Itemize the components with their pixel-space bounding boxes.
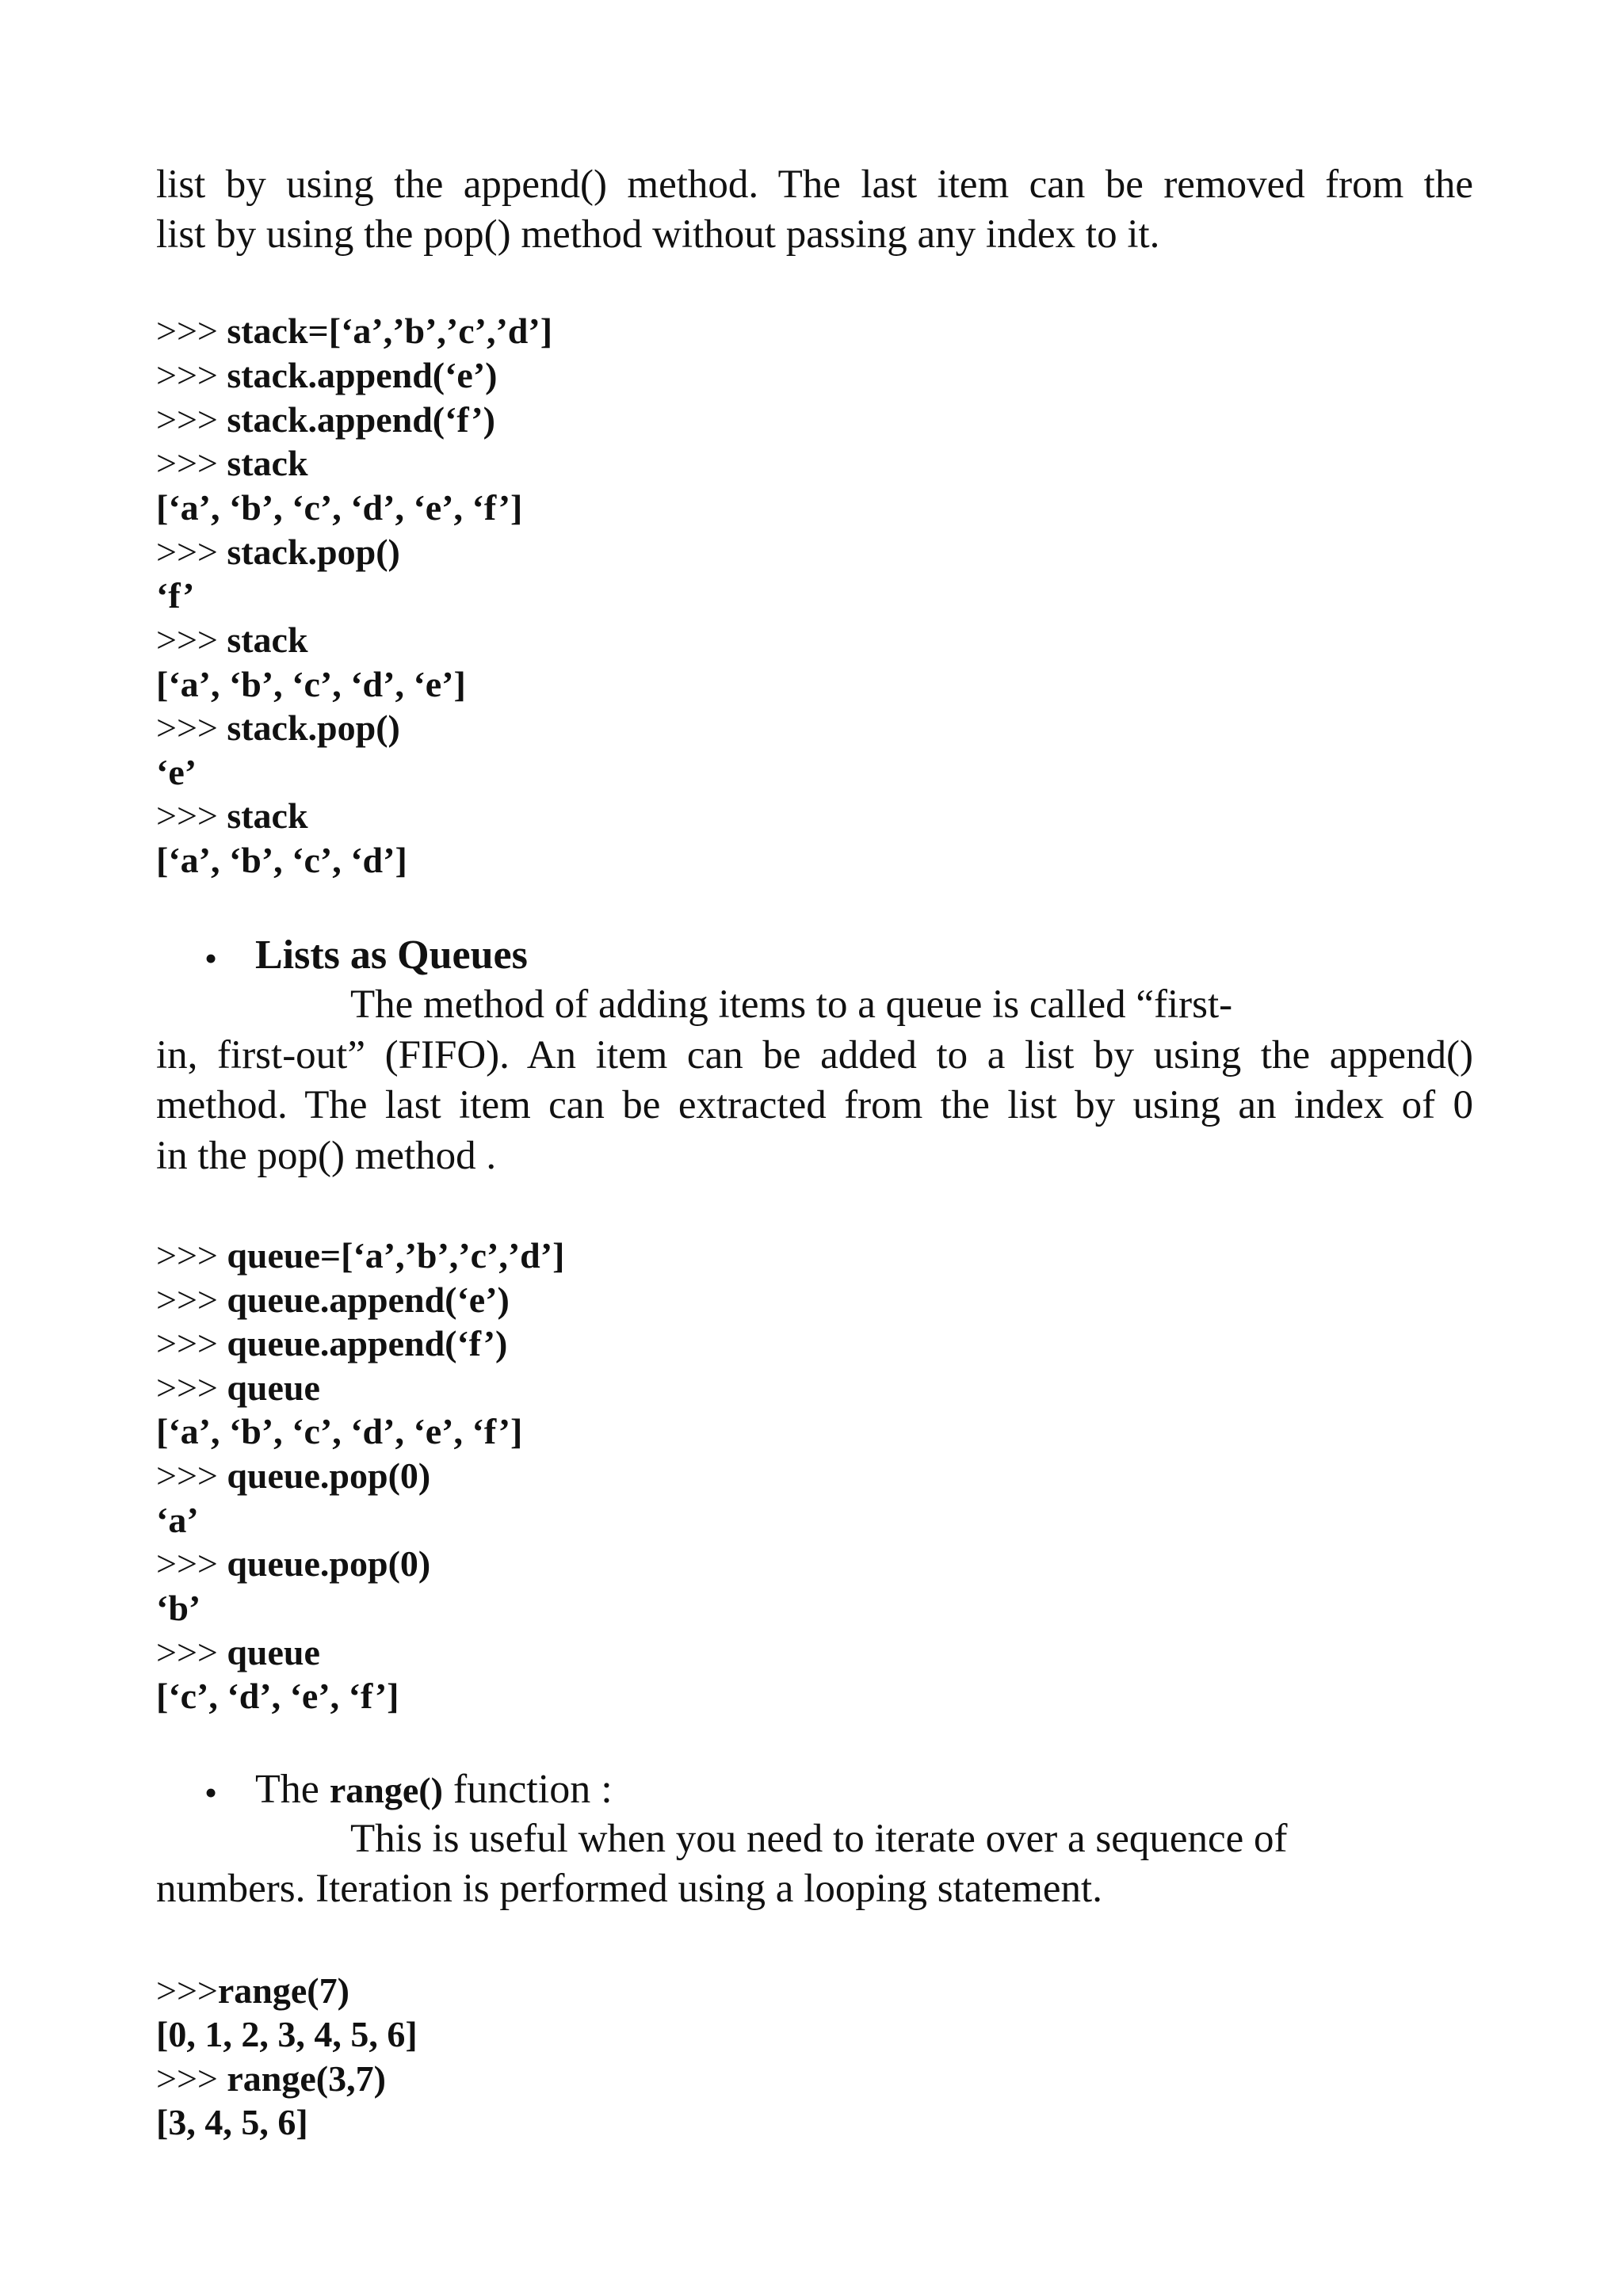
- range-line-1: This is useful when you need to iterate over a sequence of: [350, 1817, 1288, 1861]
- code-line: [156, 445, 308, 482]
- code-output: [‘c’, ‘d’, ‘e’, ‘f’]: [156, 1676, 399, 1716]
- command: stack.pop(): [227, 707, 400, 748]
- command: stack: [227, 795, 308, 836]
- command: queue.pop(0): [227, 1543, 431, 1584]
- prompt: >>>: [156, 443, 227, 483]
- code-line: [156, 1235, 565, 1276]
- code-line: [156, 1455, 431, 1496]
- prompt: >>>: [156, 355, 227, 395]
- code-output: ‘f’: [156, 575, 195, 616]
- code-line: [156, 357, 498, 394]
- intro-line-1: list by using the append() method. The last item can be removed from the: [156, 162, 1473, 207]
- prompt: >>>: [156, 532, 227, 572]
- prompt: >>>: [156, 1235, 227, 1276]
- intro-line-2: list by using the pop() method without passing any index to it.: [156, 212, 1160, 257]
- queues-line-4: in the pop() method .: [156, 1134, 497, 1178]
- prompt: >>>: [156, 1323, 227, 1363]
- command: stack=[‘a’,’b’,’c’,’d’]: [227, 311, 553, 351]
- code-line: [156, 1543, 431, 1584]
- command: queue=[‘a’,’b’,’c’,’d’]: [227, 1235, 565, 1276]
- command: stack: [227, 443, 308, 483]
- prompt: >>>: [156, 2058, 227, 2099]
- code-output: [‘a’, ‘b’, ‘c’, ‘d’, ‘e’]: [156, 664, 466, 704]
- prompt: >>>: [156, 1543, 227, 1584]
- prompt: >>>: [156, 399, 227, 440]
- prompt: >>>: [156, 1632, 227, 1672]
- code-line: [156, 1325, 507, 1362]
- code-line: [156, 534, 400, 570]
- range-line-2: numbers. Iteration is performed using a looping statement.: [156, 1867, 1102, 1911]
- heading-text: The: [255, 1767, 330, 1812]
- code-line: [156, 313, 552, 349]
- prompt: >>>: [156, 1367, 227, 1408]
- command: stack.append(‘e’): [227, 355, 498, 395]
- prompt: >>>: [156, 1970, 218, 2011]
- prompt: >>>: [156, 707, 227, 748]
- code-line: [156, 707, 400, 748]
- command: range(7): [217, 1970, 349, 2011]
- heading-function-name: range(): [329, 1770, 443, 1810]
- prompt: >>>: [156, 311, 227, 351]
- code-output: [‘a’, ‘b’, ‘c’, ‘d’, ‘e’, ‘f’]: [156, 487, 523, 528]
- code-line: [156, 399, 495, 440]
- code-output: ‘e’: [156, 752, 197, 792]
- prompt: >>>: [156, 795, 227, 836]
- code-output: [3, 4, 5, 6]: [156, 2102, 308, 2142]
- bullet-icon: •: [204, 1772, 218, 1813]
- command: queue.append(‘f’): [227, 1323, 508, 1363]
- heading-text: function :: [442, 1767, 613, 1812]
- code-line: [156, 1367, 320, 1408]
- prompt: >>>: [156, 1455, 227, 1496]
- command: stack.append(‘f’): [227, 399, 495, 440]
- code-output: [‘a’, ‘b’, ‘c’, ‘d’]: [156, 840, 407, 880]
- code-output: ‘b’: [156, 1588, 201, 1628]
- queues-line-2: in, first-out” (FIFO). An item can be added to a list by using the append(): [156, 1033, 1473, 1077]
- command: queue: [227, 1367, 320, 1408]
- queues-line-1: The method of adding items to a queue is called “first-: [350, 982, 1233, 1027]
- queues-line-3: method. The last item can be extracted from the list by using an index of 0: [156, 1083, 1473, 1127]
- prompt: >>>: [156, 1280, 227, 1320]
- command: queue.pop(0): [227, 1455, 431, 1496]
- command: stack: [227, 620, 308, 660]
- code-output: [‘a’, ‘b’, ‘c’, ‘d’, ‘e’, ‘f’]: [156, 1411, 523, 1451]
- command: queue: [227, 1632, 320, 1672]
- code-line: [156, 1970, 349, 2011]
- code-line: [156, 2058, 386, 2099]
- bullet-icon: •: [204, 938, 218, 978]
- prompt: >>>: [156, 620, 227, 660]
- code-line: [156, 1634, 320, 1671]
- section-heading-range: [255, 1769, 613, 1810]
- code-output: [0, 1, 2, 3, 4, 5, 6]: [156, 2014, 418, 2054]
- code-line: [156, 622, 308, 658]
- code-line: [156, 1282, 510, 1318]
- command: stack.pop(): [227, 532, 400, 572]
- code-output: ‘a’: [156, 1500, 199, 1540]
- section-heading-queues: Lists as Queues: [255, 933, 528, 978]
- command: range(3,7): [227, 2058, 386, 2099]
- code-line: [156, 795, 308, 836]
- command: queue.append(‘e’): [227, 1280, 510, 1320]
